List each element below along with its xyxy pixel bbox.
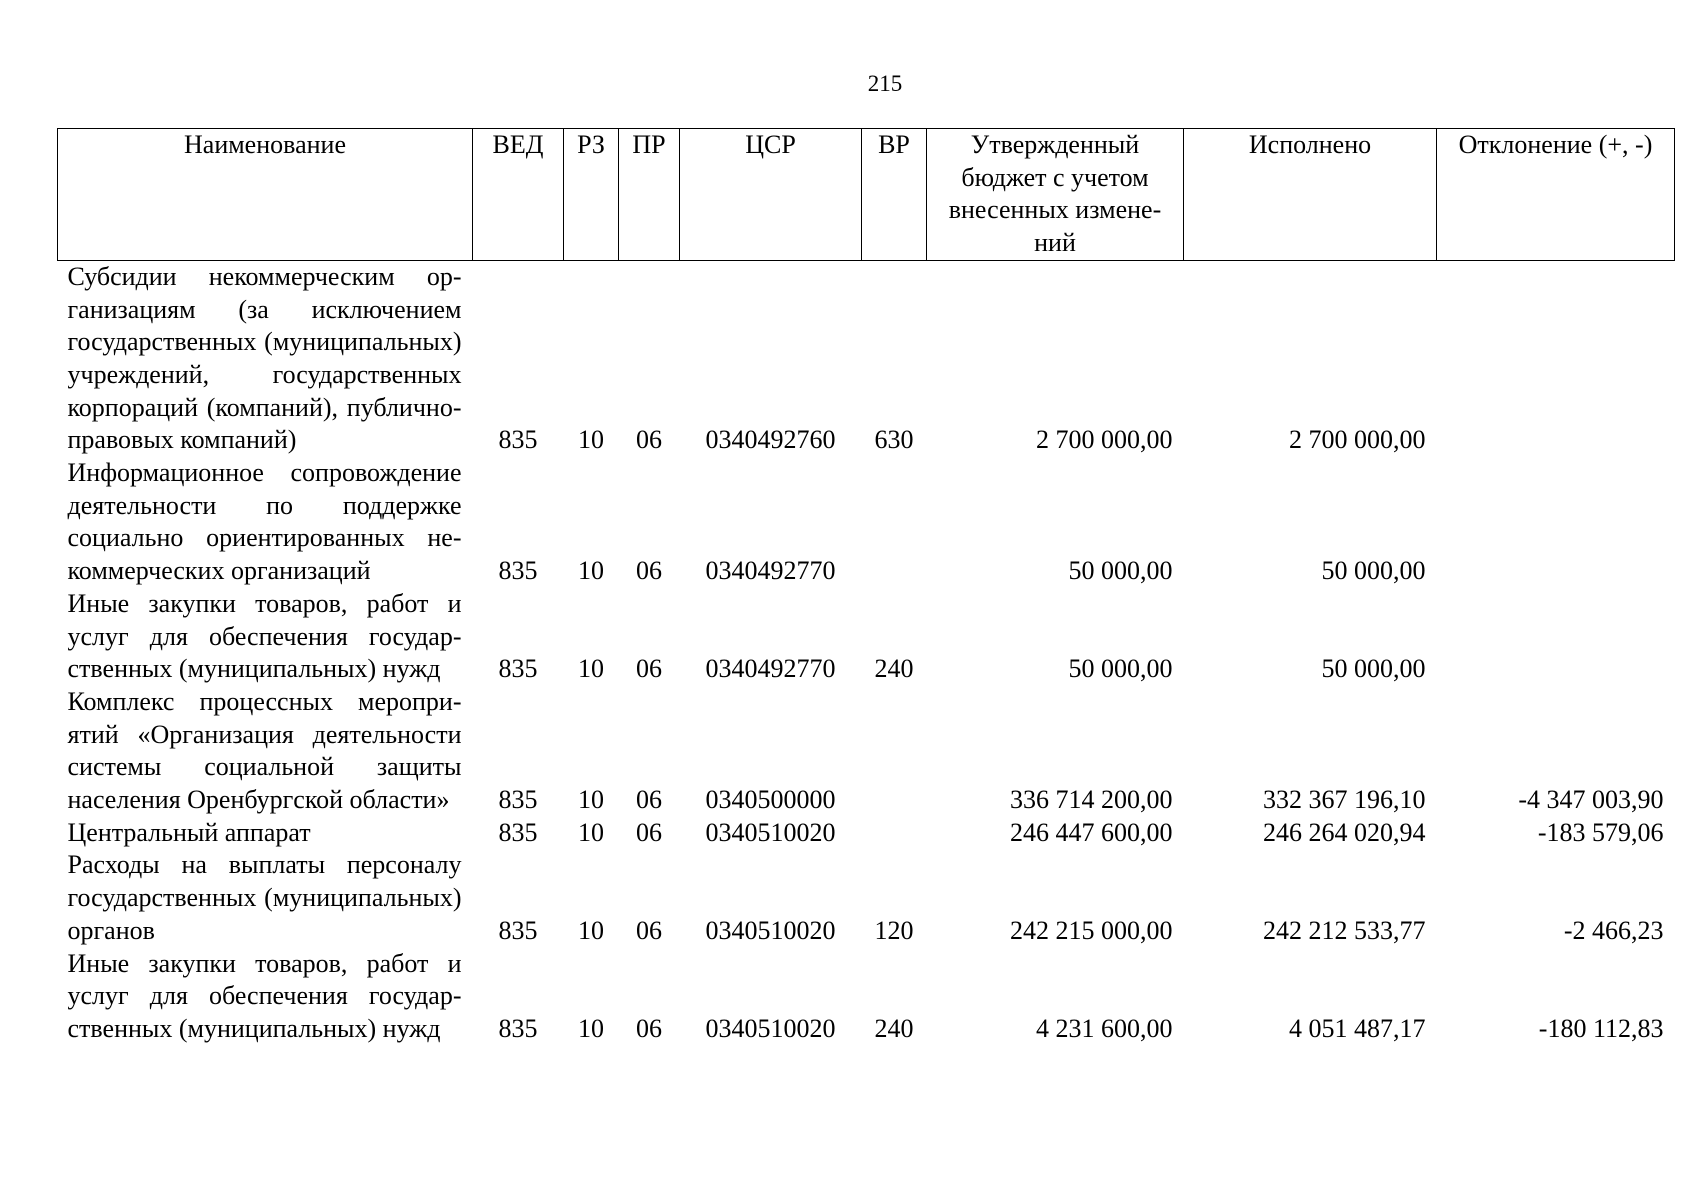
row-deviation: -180 112,83 [1538,1013,1664,1043]
row-pr: 06 [636,817,662,847]
row-pr: 06 [636,654,662,684]
row-vr [862,686,927,817]
row-ved: 835 [498,1013,538,1043]
row-name: Центральный аппарат [67,817,311,847]
row-executed: 50 000,00 [1321,556,1426,586]
row-deviation [1437,457,1675,588]
row-ved: 835 [498,785,538,815]
row-budget: 2 700 000,00 [1036,425,1173,455]
row-executed: 242 212 533,77 [1263,915,1426,945]
row-csr: 0340492770 [705,556,836,586]
header-row [58,129,1675,261]
row-executed: 332 367 196,10 [1263,785,1426,815]
table-row [58,686,1675,817]
page-number: 215 [867,71,903,96]
table-body [58,260,1675,1045]
table-row [58,588,1675,686]
row-pr: 06 [636,425,662,455]
row-budget: 50 000,00 [1068,556,1173,586]
table-row [58,260,1675,457]
row-rz: 10 [578,654,604,684]
row-csr: 0340492770 [705,654,836,684]
row-vr [862,457,927,588]
budget-execution-table [57,128,1675,1046]
row-rz: 10 [578,817,604,847]
header-deviation: Отклонение (+, -) [1437,129,1675,261]
table-row [58,948,1675,1046]
table-row [58,849,1675,947]
row-pr: 06 [636,556,662,586]
row-budget: 336 714 200,00 [1010,785,1173,815]
row-pr: 06 [636,1013,662,1043]
row-pr: 06 [636,915,662,945]
table-header [58,129,1675,261]
row-csr: 0340500000 [705,785,836,815]
row-executed: 246 264 020,94 [1263,817,1426,847]
row-rz: 10 [578,556,604,586]
row-ved: 835 [498,915,538,945]
row-rz: 10 [578,785,604,815]
row-executed: 2 700 000,00 [1289,425,1426,455]
row-pr: 06 [636,785,662,815]
table-row [58,457,1675,588]
row-vr: 240 [874,654,914,684]
row-vr: 630 [874,425,914,455]
header-budget: Утвержденный бюджет с учетом внесенных изменений [927,129,1184,261]
row-deviation [1437,260,1675,457]
row-csr: 0340492760 [705,425,836,455]
row-csr: 0340510020 [705,915,836,945]
row-budget: 4 231 600,00 [1036,1013,1173,1043]
header-vr: ВР [862,129,927,261]
row-rz: 10 [578,1013,604,1043]
row-budget: 242 215 000,00 [1010,915,1173,945]
row-csr: 0340510020 [705,817,836,847]
header-csr: ЦСР [680,129,862,261]
row-rz: 10 [578,915,604,945]
header-ved: ВЕД [473,129,564,261]
row-deviation: -4 347 003,90 [1518,785,1664,815]
header-rz: РЗ [564,129,619,261]
row-csr: 0340510020 [705,1013,836,1043]
row-name: Расходы на выплаты персоналу государственных (муниципальных) органов [67,850,462,945]
row-budget: 246 447 600,00 [1010,817,1173,847]
row-deviation [1437,588,1675,686]
row-name: Иные закупки товаров, работ и услуг для обеспечения государственных (муниципальных) нужд [67,948,462,1043]
row-deviation: -2 466,23 [1563,915,1664,945]
row-deviation: -183 579,06 [1537,817,1664,847]
row-name: Комплекс процессных мероприятий «Организация деятельности системы социальной защиты населения Оренбургской области» [67,686,462,815]
header-executed: Исполнено [1184,129,1437,261]
row-rz: 10 [578,425,604,455]
row-budget: 50 000,00 [1068,654,1173,684]
header-name: Наименование [58,129,473,261]
row-ved: 835 [498,817,538,847]
row-ved: 835 [498,654,538,684]
row-vr: 120 [874,915,914,945]
table-row [58,817,1675,850]
row-name: Иные закупки товаров, работ и услуг для обеспечения государственных (муниципальных) нужд [67,588,462,684]
row-name: Субсидии некоммерческим организациям (за исключением государственных (муниципальных) учреждений, государственных корпораций (компаний), публично-правовых компаний) [67,261,462,455]
row-ved: 835 [498,425,538,455]
row-name: Информационное сопровождение деятельности по поддержке социально ориентированных некоммерческих организаций [67,458,462,586]
row-executed: 50 000,00 [1321,654,1426,684]
row-vr [862,817,927,850]
row-ved: 835 [498,556,538,586]
row-vr: 240 [874,1013,914,1043]
header-pr: ПР [619,129,680,261]
row-executed: 4 051 487,17 [1289,1013,1426,1043]
